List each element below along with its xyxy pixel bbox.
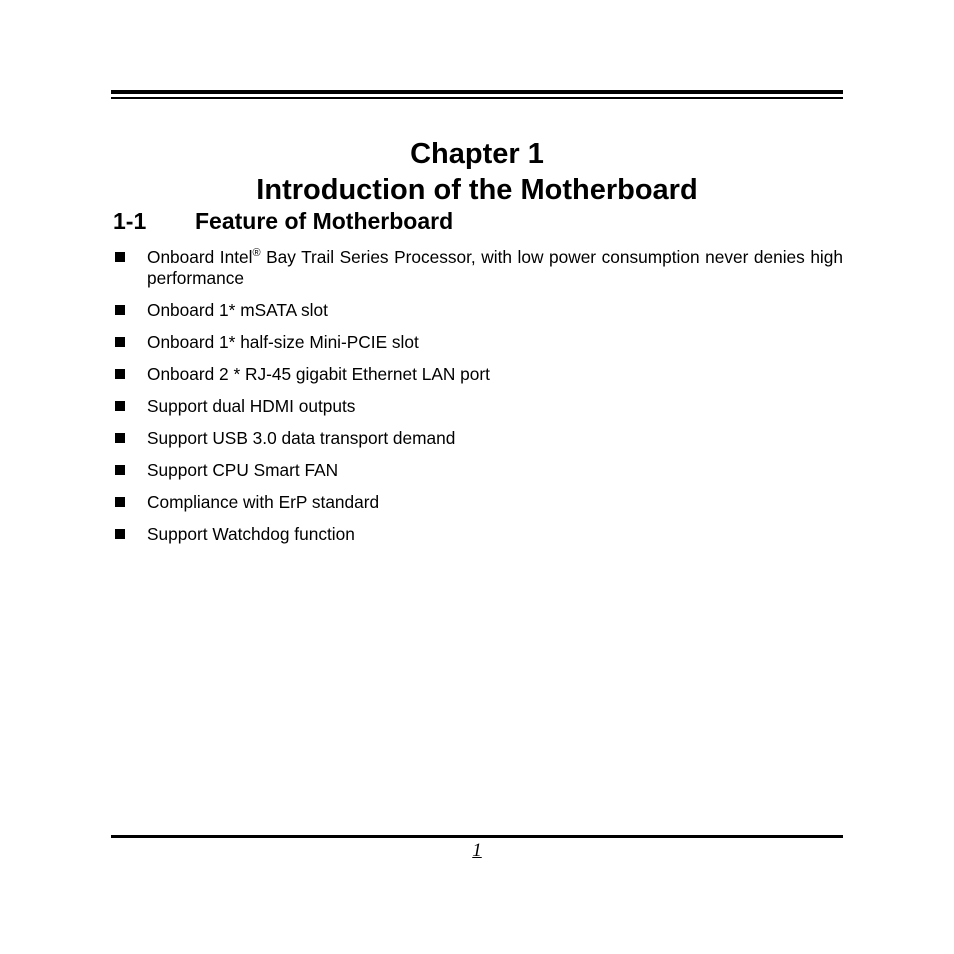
chapter-title-line1: Chapter 1 [410, 138, 544, 170]
feature-text: Support Watchdog function [147, 524, 355, 544]
feature-text: Support CPU Smart FAN [147, 460, 339, 480]
feature-item [113, 247, 843, 289]
square-bullet-icon [115, 497, 125, 507]
feature-text: Onboard 1* half-size Mini-PCIE slot [147, 332, 419, 352]
feature-text: Onboard 2 * RJ-45 gigabit Ethernet LAN port [147, 364, 490, 384]
feature-text: Support dual HDMI outputs [147, 396, 356, 416]
feature-text: Support USB 3.0 data transport demand [147, 428, 456, 448]
feature-item [113, 428, 843, 449]
page-number: 1 [472, 840, 482, 861]
square-bullet-icon [115, 529, 125, 539]
feature-item [113, 524, 843, 545]
registered-mark: ® [252, 247, 261, 259]
feature-text: Compliance with ErP standard [147, 492, 380, 512]
feature-text: Onboard Intel® Bay Trail Series Processor, with low power consumption never denies high performance [147, 247, 843, 288]
feature-list [113, 247, 843, 556]
square-bullet-icon [115, 305, 125, 315]
section-title: Feature of Motherboard [195, 208, 454, 234]
feature-item [113, 332, 843, 353]
header-rule-thick [111, 90, 843, 94]
feature-item [113, 396, 843, 417]
feature-item [113, 300, 843, 321]
feature-text: Onboard 1* mSATA slot [147, 300, 328, 320]
section-number: 1-1 [113, 208, 147, 234]
square-bullet-icon [115, 252, 125, 262]
chapter-title-line2: Introduction of the Motherboard [256, 174, 698, 206]
square-bullet-icon [115, 433, 125, 443]
square-bullet-icon [115, 465, 125, 475]
section-heading [113, 206, 453, 236]
feature-item [113, 492, 843, 513]
footer-rule [111, 835, 843, 838]
square-bullet-icon [115, 369, 125, 379]
chapter-title [0, 136, 954, 208]
feature-item [113, 460, 843, 481]
square-bullet-icon [115, 337, 125, 347]
feature-item [113, 364, 843, 385]
header-rule-thin [111, 97, 843, 99]
square-bullet-icon [115, 401, 125, 411]
